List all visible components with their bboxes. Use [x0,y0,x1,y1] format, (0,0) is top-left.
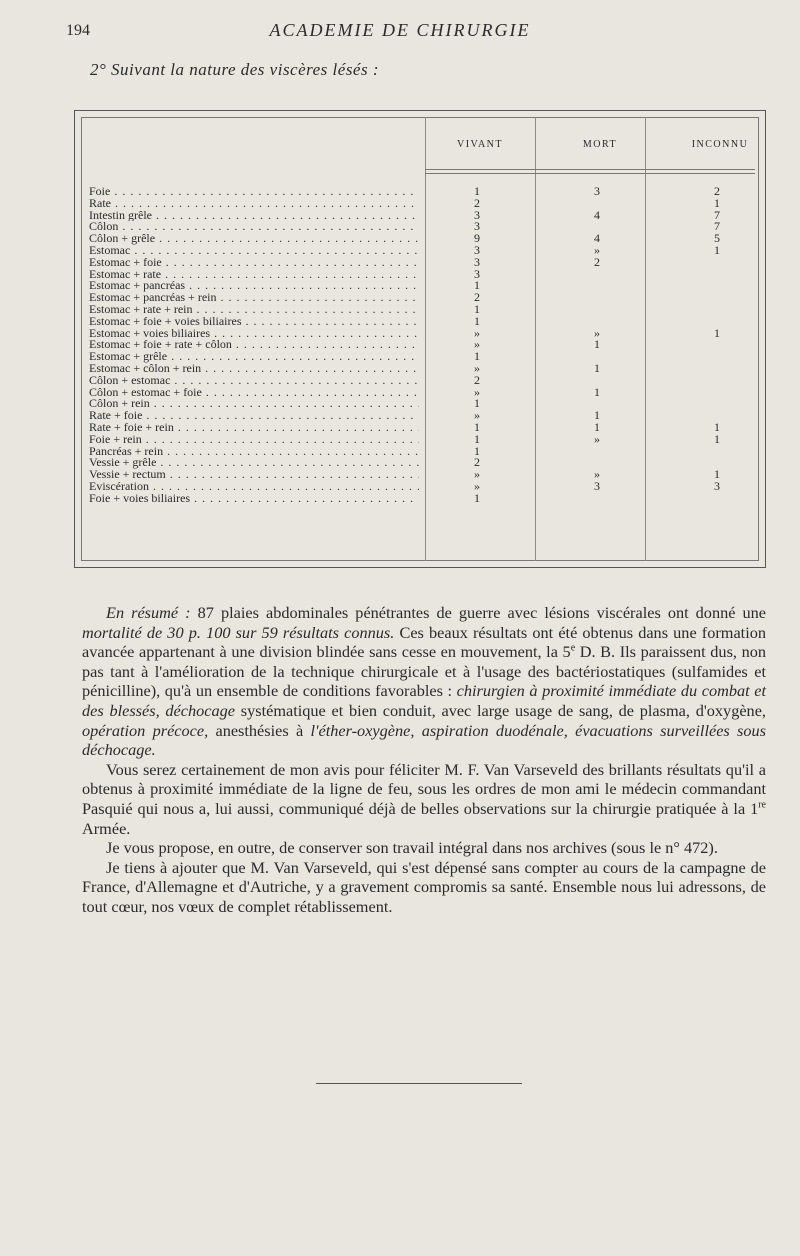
mort-value: 3 [594,184,600,198]
text-run: Armée. [82,818,131,838]
vivant-value: » [474,478,480,493]
row-label: Estomac . . . [89,245,419,257]
table-row [89,254,759,269]
table-row [89,419,759,434]
row-label: Eviscération . . . [89,481,419,493]
row-label: Vessie + rectum . . . [89,469,419,481]
vivant-value: 9 [474,231,480,246]
mortality-phrase: mortalité de 30 p. 100 sur 59 résultats connus. [82,622,395,642]
column-headers [75,139,765,155]
vivant-value: 3 [474,266,480,281]
inconnu-value: 1 [714,419,720,434]
inconnu-value: 1 [714,242,720,257]
vivant-value: » [474,384,480,399]
vivant-value: 3 [474,242,480,257]
table-row [89,490,759,505]
inconnu-value: 1 [714,467,720,482]
row-label: Estomac + pancréas . . . [89,280,419,292]
mort-value: 1 [594,408,600,423]
table-row [89,195,759,210]
vivant-value: 1 [474,431,480,446]
vivant-value: » [474,360,480,375]
vivant-value: 1 [474,349,480,364]
table-row [89,410,759,422]
table-row [89,242,759,257]
row-label: Estomac + côlon + rein . . . [89,363,419,375]
mort-value: 4 [594,207,600,222]
vivant-value: 2 [474,455,480,470]
vivant-value: » [474,467,480,482]
inconnu-value: 7 [714,219,720,234]
row-label: Estomac + foie + voies biliaires . . . [89,316,419,328]
mort-value: » [594,325,600,340]
table-row [89,431,759,446]
summary-lead: En résumé : [106,603,191,622]
mort-value: » [594,467,600,482]
row-label: Foie + voies biliaires . . . [89,493,419,505]
row-label: Intestin grêle . . . [89,210,419,222]
row-label: Rate + foie + rein . . . [89,422,419,434]
row-label: Côlon + estomac + foie . . . [89,387,419,399]
superscript: e [570,642,576,654]
header-rule [425,173,755,174]
mort-value: 3 [594,478,600,493]
vivant-value: 1 [474,184,480,198]
vivant-value: 1 [474,396,480,411]
table-row [89,339,759,351]
vivant-value: 2 [474,372,480,387]
row-label: Estomac + rate + rein . . . [89,304,419,316]
mort-value: » [594,431,600,446]
row-label: Côlon . . . [89,221,419,233]
vivant-value: 1 [474,490,480,505]
inconnu-value: 7 [714,207,720,222]
row-label: Estomac + voies biliaires . . . [89,328,419,340]
text-run: 87 plaies abdominales pénétrantes de guerre avec lésions viscérales ont donné une [190,603,766,622]
column-header-inconnu: INCONNU [691,139,749,150]
inconnu-value: 3 [714,478,720,493]
running-head [0,20,800,44]
inconnu-value: 5 [714,231,720,246]
table-row [89,280,759,292]
mort-value: 1 [594,419,600,434]
row-label: Foie + rein . . . [89,434,419,446]
row-label: Rate + foie . . . [89,410,419,422]
table-row [89,313,759,328]
text-run: anesthésies à [208,720,311,740]
column-header-vivant: VIVANT [456,139,504,150]
body-text [82,603,766,917]
text-run: D. B. Ils paraissent dus, non pas tant à l'amélioration de la technique chirurgicale et à l'usage des bactériostatiques (sulfamides et pénicilline), qu'à un ensemble de conditions favorables : [82,642,766,701]
vivant-value: 1 [474,443,480,458]
table-row [89,360,759,375]
table-row [89,457,759,469]
vivant-value: 3 [474,254,480,269]
table-row [89,207,759,222]
paragraph-archives: Je vous propose, en outre, de conserver son travail intégral dans nos archives (sous le n° 472). [106,838,718,858]
journal-title: ACADEMIE DE CHIRURGIE [269,20,531,40]
header-rule [425,169,755,170]
table-row [89,469,759,481]
inconnu-value: 1 [714,195,720,210]
column-header-mort: MORT [582,139,618,150]
row-label: Côlon + rein . . . [89,398,419,410]
paragraph-closing: Je tiens à ajouter que M. Van Varseveld, qui s'est dépensé sans compter au cours de la campagne de France, d'Allemagne et d'Autriche, y a gravement compromis sa santé. Ensemble nous lui adressons, de tout cœur, nos vœux de complet rétablissement. [82,857,766,916]
emphasis: chirurgien à proximité immédiate du combat et des blessés, déchocage [82,681,766,720]
mort-value: 1 [594,360,600,375]
row-label: Foie . . . [89,186,419,198]
text-run: systématique et bien conduit, avec large usage de sang, de plasma, d'oxygène, [235,700,766,720]
table-row [89,325,759,340]
paragraph-congratulations [82,760,766,838]
row-label: Estomac + foie + rate + côlon . . . [89,339,419,351]
vivant-value: 1 [474,278,480,293]
text-run: Ces beaux résultats ont été obtenus dans une formation avancée appartenant à une division blindée sans cesse en mouvement, la 5 [82,622,766,662]
mort-value: 2 [594,254,600,269]
page-number: 194 [66,22,90,39]
mort-value: 1 [594,337,600,352]
table-row [89,186,759,198]
inconnu-value: 2 [714,184,720,198]
table-row [89,221,759,233]
vivant-value: 3 [474,207,480,222]
table-row [89,301,759,316]
table-row [89,292,759,304]
vivant-value: 3 [474,219,480,234]
row-label: Estomac + pancréas + rein . . . [89,292,419,304]
text-run: Vous serez certainement de mon avis pour féliciter M. F. Van Varseveld des brillants résultats qu'il a obtenus à proximité immédiate de la ligne de feu, sous les ordres de mon ami le médecin commandant Pasquié qui nous a, lui aussi, communiqué déjà de belles observations sur la chirurgie pratiquée à la 1 [82,759,766,818]
vivant-value: 1 [474,313,480,328]
table-row [89,266,759,281]
row-label: Pancréas + rein . . . [89,446,419,458]
superscript: re [758,799,766,811]
mort-value: 1 [594,384,600,399]
table-row [89,233,759,245]
vivant-value: 1 [474,301,480,316]
row-label: Estomac + rate . . . [89,269,419,281]
end-rule [316,1083,522,1084]
table-row [89,443,759,458]
vivant-value: » [474,408,480,423]
lesions-table [74,110,766,568]
row-label: Estomac + grêle . . . [89,351,419,363]
row-label: Rate . . . [89,198,419,210]
inconnu-value: 1 [714,431,720,446]
table-row [89,351,759,363]
vivant-value: 1 [474,419,480,434]
paragraph-summary [82,603,766,760]
row-label: Côlon + grêle . . . [89,233,419,245]
emphasis: opération précoce, [82,720,209,740]
emphasis: l'éther-oxygène, aspiration duodénale, évacuations surveillées sous déchocage. [82,720,766,760]
table-row [89,384,759,399]
mort-value: 4 [594,231,600,246]
vivant-value: » [474,337,480,352]
row-label: Estomac + foie . . . [89,257,419,269]
table-row [89,398,759,410]
inconnu-value: 1 [714,325,720,340]
mort-value: » [594,242,600,257]
table-body [89,186,759,505]
table-row [89,372,759,387]
vivant-value: » [474,325,480,340]
vivant-value: 2 [474,195,480,210]
vivant-value: 2 [474,290,480,305]
row-label: Vessie + grêle . . . [89,457,419,469]
row-label: Côlon + estomac . . . [89,375,419,387]
section-subheading: 2° Suivant la nature des viscères lésés : [90,60,380,79]
table-row [89,478,759,493]
